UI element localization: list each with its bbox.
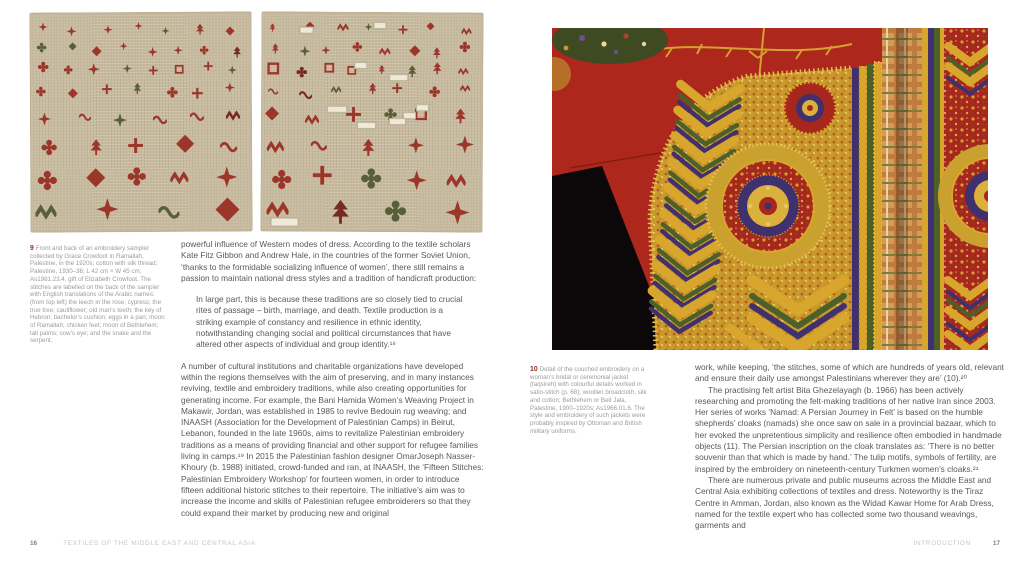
block-quote: In large part, this is because these traditions are so closely tied to crucial rites of passage – birth, marriage, and death. Textile production is a striking example of constancy and resilience in ethnic identity, notwithstanding changing social and political circumstances that have altered other aspects of individual and group identity.¹⁸ (196, 294, 463, 350)
paragraph: A number of cultural institutions and charitable organizations have developed within the regions themselves with the aim of preserving, and in many instances reviving, textile and embroidery traditions, while also creating opportunities for generating income. For example, the Bani Hamida Women’s Weaving Project in Makawir, Jordan, was established in 1985 to revive Bedouin rug weaving; and INAASH (Association for the Development of Palestinian Camps) in Beirut, Lebanon, founded in the late 1960s, aims to revitalize Palestinian embroidery traditions as a means of providing financial and other support for refugee families living in camps.¹⁹ In 2015 the Palestinian fashion designer OmarJoseph Nasser-Khoury (b. 1988) initiated, crowd-funded and ran, at INAASH, the ‘Fifteen Stitches: Palestinian Embroidery Workshop’ for fourteen women, in order to introduce fifteen additional historic stitches to their repertoire. The initiative’s aim was to increase the income and skills of Palestinian refugee embroiderers so that they could expand their market by producing new and original (181, 360, 484, 518)
sampler-back-image (260, 11, 483, 232)
figure-9-number: 9 (30, 245, 34, 252)
right-page-footer (700, 540, 1000, 547)
running-title: TEXTILES OF THE MIDDLE EAST AND CENTRAL ASIA (63, 540, 256, 547)
running-title: INTRODUCTION (913, 540, 971, 547)
paragraph: There are numerous private and public museums across the Middle East and Central Asia exhibiting collections of textiles and dress. Noteworthy is the Tiraz Centre in Amman, Jordan, also known as the Widad Kawar Home for Arab Dress, named for the textile expert who has collected some two thousand weavings, garments and (695, 474, 994, 531)
figure-9-caption (30, 245, 166, 345)
paragraph: work, while keeping, ‘the stitches, some of which are hundreds of years old, relevant and ensure their daily use amongst Palestinians wherever they are’ (10).²⁰ (695, 362, 1004, 384)
page-number: 17 (992, 540, 1000, 547)
left-text-column (181, 239, 484, 519)
paragraph: The practising felt artist Bita Ghezelayagh (b. 1966) has been actively researching and promoting the felt-making traditions of her native Iran since 2003. Her series of works ‘Namad: A Persian Journey in Felt’ is based on the humble shepherds’ cloaks (namads) she once saw on sale in a provincial bazaar, which to her evoked the unpretentious simplicity and resilience often embodied in handmade objects (11). The Persian inscription on the cloak translates as: ‘There is no better souvenir than that which is made by hand.’ The tulip motifs, symbols of fertility, are inspired by the embroidery on nineteenth-century Turkmen women’s cloaks.²¹ (695, 384, 1002, 474)
sampler-front-image (29, 11, 252, 232)
paragraph: powerful influence of Western modes of dress. According to the textile scholars Kate Fitz Gibbon and Andrew Hale, in the countries of the former Soviet Union, ‘thanks to the formidable socializing influence of women’, there still remains a passion to maintain national dress styles and a tradition of handicraft production: (181, 239, 477, 283)
left-page-footer (30, 540, 256, 547)
figure-10-caption-text: Detail of the couched embroidery on a woman’s bridal or ceremonial jacket (taqsireh) with colourful details worked in satin-stitch (p. 68); woollen broadcloth, silk and cotton; Bethlehem or Beit Jala, Palestine, 1900–1920s; As1966.01.6. The style and embroidery of such jackets were probably inspired by Ottoman and British military uniforms. (530, 366, 647, 435)
right-text-column (695, 362, 1006, 531)
page-number: 16 (30, 540, 38, 547)
figure-10-caption (530, 366, 650, 435)
figure-9-caption-text: Front and back of an embroidery sampler collected by Grace Crowfoot in Ramallah, Palestine, in the 1920s; cotton with silk thread; Palestine, 1930–36; L 42 cm × W 45 cm; As1981.23.4, gift of Elizabeth Crowfoot. The stitches are labelled on the back of the sampler with English translations of the Arabic names: (from top left) the leech in the rose; cypress; the true tree; cauliflower; old man’s teeth; the key of Hebron; bachelor’s cushion; eggs in a pan; moon of Ramallah; chicken feet; moon of Bethlehem; tall palms; cow’s eye; and the snake and the serpent. (30, 245, 165, 345)
figure-10-number: 10 (530, 366, 538, 373)
figure-9-samplers (30, 12, 482, 232)
figure-10-jacket-photo (552, 28, 988, 350)
